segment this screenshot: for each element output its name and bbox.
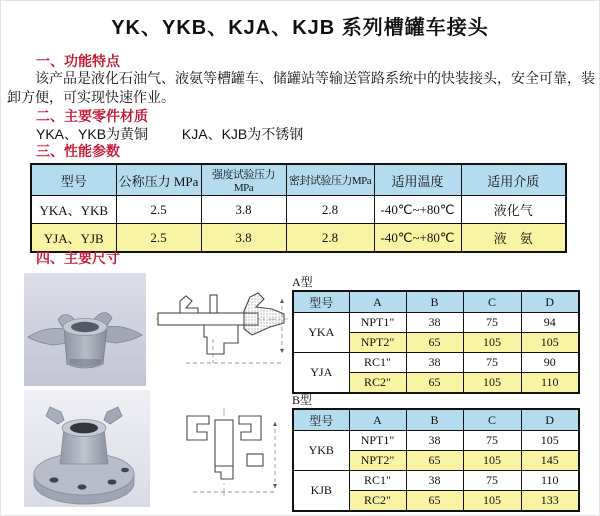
cell: YKA、YKB: [31, 196, 116, 224]
cell: 38: [406, 353, 463, 373]
cell: 75: [463, 313, 521, 333]
cell: 2.5: [116, 196, 201, 224]
cell: 3.8: [201, 196, 286, 224]
cell: 65: [406, 373, 463, 394]
cell: 液化气: [461, 196, 566, 224]
col-d: D: [521, 291, 579, 313]
dim-table-b-label: B型: [292, 393, 313, 407]
model-cell: YKA: [293, 313, 349, 353]
col-a: A: [349, 291, 406, 313]
performance-table: [30, 163, 567, 253]
table-row: [293, 431, 579, 451]
cell: 75: [463, 353, 521, 373]
cell: 105: [521, 333, 579, 353]
dim-b-header-row: [293, 409, 579, 431]
page-title: YK、YKB、KJA、KJB 系列槽罐车接头: [111, 17, 489, 39]
col-c: C: [463, 291, 521, 313]
drawing-coupling-a: [152, 283, 292, 373]
coupling-b-photo-art: [24, 390, 150, 507]
heading-materials: 二、主要零件材质: [36, 108, 148, 124]
cell: 38: [406, 313, 463, 333]
cell: 105: [463, 373, 521, 394]
col-model: 型号: [293, 291, 349, 313]
cell: -40℃~+80℃: [374, 224, 461, 253]
cell: 75: [463, 471, 521, 491]
dim-table-b: [292, 408, 580, 512]
photo-coupling-a: [24, 273, 146, 386]
cell: RC1": [349, 353, 406, 373]
dim-table-a: [292, 290, 580, 394]
cell: 65: [406, 491, 463, 512]
coupling-b-drawing-art: [163, 402, 290, 502]
features-paragraph: 该产品是液化石油气、液氨等槽罐车、储罐站等输送管路系统中的快装接头，安全可靠，装卸方便，可实现快速作业。: [7, 70, 595, 105]
dim-table-a-block: [292, 275, 578, 394]
drawing-coupling-b: [163, 402, 290, 502]
model-cell: YJA: [293, 353, 349, 394]
col-b: B: [406, 291, 463, 313]
col-c: C: [463, 409, 521, 431]
cell: 65: [406, 451, 463, 471]
cell: 110: [521, 373, 579, 394]
col-d: D: [521, 409, 579, 431]
coupling-a-drawing-art: [152, 283, 292, 373]
table-row: [293, 353, 579, 373]
col-model: 型号: [31, 164, 116, 196]
col-a: A: [349, 409, 406, 431]
col-medium: 适用介质: [461, 164, 566, 196]
col-model: 型号: [293, 409, 349, 431]
cell: 110: [521, 471, 579, 491]
cell: 133: [521, 491, 579, 512]
col-seal-test-pressure: 密封试验压力MPa: [286, 164, 374, 196]
cell: 105: [463, 451, 521, 471]
coupling-a-photo-art: [24, 273, 146, 386]
col-b: B: [406, 409, 463, 431]
cell: 38: [406, 471, 463, 491]
cell: 65: [406, 333, 463, 353]
cell: 90: [521, 353, 579, 373]
cell: 2.5: [116, 224, 201, 253]
cell: 94: [521, 313, 579, 333]
cell: 38: [406, 431, 463, 451]
cell: YJA、YJB: [31, 224, 116, 253]
heading-dimensions: 四、主要尺寸: [36, 250, 120, 266]
cell: NPT1": [349, 313, 406, 333]
cell: RC2": [349, 491, 406, 512]
dim-table-b-block: [292, 393, 578, 512]
cell: NPT2": [349, 451, 406, 471]
heading-performance: 三、性能参数: [36, 143, 120, 159]
cell: 105: [463, 333, 521, 353]
cell: NPT1": [349, 431, 406, 451]
col-temperature: 适用温度: [374, 164, 461, 196]
cell: 2.8: [286, 224, 374, 253]
cell: 105: [521, 431, 579, 451]
cell: 145: [521, 451, 579, 471]
cell: 3.8: [201, 224, 286, 253]
table-row: [293, 471, 579, 491]
cell: NPT2": [349, 333, 406, 353]
cell: 液 氨: [461, 224, 566, 253]
performance-header-row: [31, 164, 566, 196]
heading-features: 一、功能特点: [36, 53, 120, 69]
model-cell: YKB: [293, 431, 349, 471]
cell: 2.8: [286, 196, 374, 224]
cell: RC2": [349, 373, 406, 394]
cell: RC1": [349, 471, 406, 491]
model-cell: KJB: [293, 471, 349, 512]
cell: 105: [463, 491, 521, 512]
dim-a-header-row: [293, 291, 579, 313]
table-row: [31, 196, 566, 224]
table-row: [293, 313, 579, 333]
materials-stainless: KJA、KJB为不锈钢: [181, 126, 304, 142]
cell: -40℃~+80℃: [374, 196, 461, 224]
materials-brass: YKA、YKB为黄铜: [36, 126, 149, 142]
dim-table-a-label: A型: [292, 275, 313, 289]
col-strength-test-pressure: 强度试验压力MPa: [201, 164, 286, 196]
col-nominal-pressure: 公称压力 MPa: [116, 164, 201, 196]
cell: 75: [463, 431, 521, 451]
photo-coupling-b: [24, 390, 150, 507]
